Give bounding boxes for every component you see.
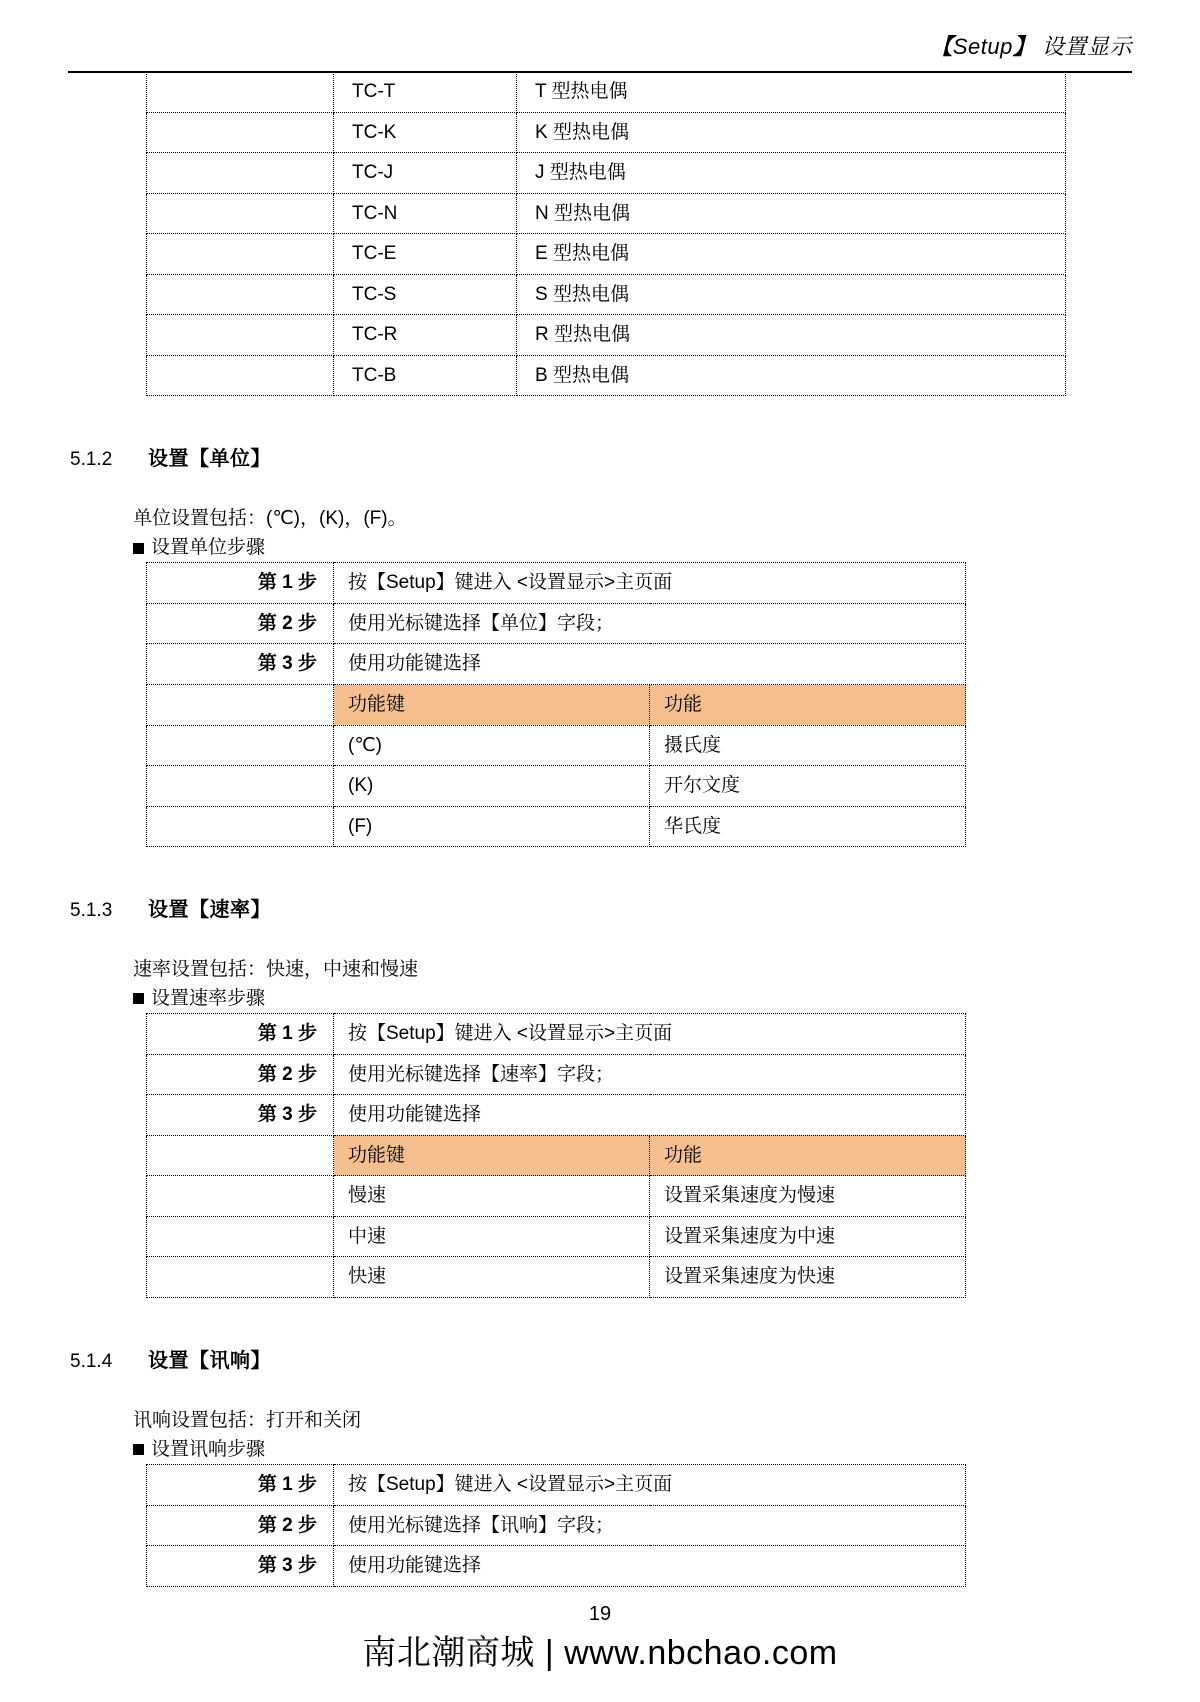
key-table-key: (K) xyxy=(334,766,650,807)
tc-row-code: TC-S xyxy=(334,274,517,315)
section-bullet-label: 设置速率步骤 xyxy=(151,987,266,1009)
table-row xyxy=(147,603,966,644)
spacer xyxy=(0,396,1200,442)
step-text: 使用光标键选择【单位】字段； xyxy=(334,603,966,644)
section-bullet xyxy=(133,1436,1200,1465)
section-title: 设置【单位】 xyxy=(148,448,271,471)
section-heading xyxy=(70,442,1200,471)
table-row xyxy=(147,1546,966,1587)
table-row xyxy=(147,563,966,604)
tc-row-blank-cell xyxy=(147,315,334,356)
step-text: 按【Setup】键进入 <设置显示>主页面 xyxy=(334,1465,966,1506)
footer-brand: 南北潮商城 | www.nbchao.com xyxy=(362,1634,838,1673)
key-table-key: (℃) xyxy=(334,725,650,766)
page-content xyxy=(0,72,1200,1633)
spacer xyxy=(0,922,1200,956)
thermocouple-type-table xyxy=(146,72,1066,396)
table-row xyxy=(147,1176,966,1217)
section-bullet-label: 设置讯响步骤 xyxy=(151,1438,266,1460)
spacer xyxy=(0,1373,1200,1407)
header-title xyxy=(930,36,1132,58)
section-heading xyxy=(70,893,1200,922)
tc-row-desc: B 型热电偶 xyxy=(517,355,1066,396)
key-table-blank-cell xyxy=(147,806,334,847)
key-table-blank-cell xyxy=(147,1176,334,1217)
key-table-function: 设置采集速度为中速 xyxy=(650,1216,966,1257)
key-table-key: (F) xyxy=(334,806,650,847)
tc-row-code: TC-B xyxy=(334,355,517,396)
section-number: 5.1.3 xyxy=(70,900,113,922)
spacer xyxy=(0,1298,1200,1344)
key-table-header-function: 功能 xyxy=(650,685,966,726)
key-table-blank-cell xyxy=(147,1257,334,1298)
tc-row-blank-cell xyxy=(147,193,334,234)
tc-row-blank-cell xyxy=(147,72,334,112)
table-row xyxy=(147,72,1066,112)
table-row xyxy=(147,1465,966,1506)
section-intro: 速率设置包括：快速，中速和慢速 xyxy=(133,959,419,981)
tc-row-blank-cell xyxy=(147,153,334,194)
bullet-square-icon xyxy=(133,1444,144,1455)
tc-row-desc: T 型热电偶 xyxy=(517,72,1066,112)
tc-row-blank-cell xyxy=(147,234,334,275)
table-row xyxy=(147,766,966,807)
table-row xyxy=(147,1135,966,1176)
header-title-setup: Setup xyxy=(952,34,1013,59)
key-table-function: 设置采集速度为快速 xyxy=(650,1257,966,1298)
tc-row-code: TC-T xyxy=(334,72,517,112)
header-title-bracket-open: 【 xyxy=(930,34,953,59)
table-row xyxy=(147,153,1066,194)
tc-row-desc: R 型热电偶 xyxy=(517,315,1066,356)
sections-root xyxy=(0,442,1200,1632)
table-row xyxy=(147,315,1066,356)
page-number: 19 xyxy=(588,1603,612,1626)
table-row xyxy=(147,1054,966,1095)
bullet-square-icon xyxy=(133,543,144,554)
tc-row-code: TC-K xyxy=(334,112,517,153)
step-text: 按【Setup】键进入 <设置显示>主页面 xyxy=(334,563,966,604)
step-label: 第 3 步 xyxy=(147,1095,334,1136)
table-row xyxy=(147,1257,966,1298)
table-row xyxy=(147,112,1066,153)
steps-table xyxy=(146,1013,966,1298)
step-text: 按【Setup】键进入 <设置显示>主页面 xyxy=(334,1014,966,1055)
step-text: 使用光标键选择【速率】字段； xyxy=(334,1054,966,1095)
document-section xyxy=(0,893,1200,1344)
tc-row-desc: J 型热电偶 xyxy=(517,153,1066,194)
header-title-chinese: 设置显示 xyxy=(1041,34,1132,59)
tc-row-blank-cell xyxy=(147,355,334,396)
key-table-blank-cell xyxy=(147,725,334,766)
key-table-function: 设置采集速度为慢速 xyxy=(650,1176,966,1217)
document-section xyxy=(0,1344,1200,1633)
table-row xyxy=(147,193,1066,234)
step-label: 第 2 步 xyxy=(147,1505,334,1546)
tc-row-desc: E 型热电偶 xyxy=(517,234,1066,275)
tc-row-code: TC-E xyxy=(334,234,517,275)
step-label: 第 2 步 xyxy=(147,1054,334,1095)
key-table-blank-cell xyxy=(147,1216,334,1257)
step-text: 使用功能键选择 xyxy=(334,1546,966,1587)
tc-row-code: TC-R xyxy=(334,315,517,356)
section-bullet-label: 设置单位步骤 xyxy=(151,536,266,558)
step-label: 第 2 步 xyxy=(147,603,334,644)
section-bullet xyxy=(133,534,1200,563)
step-label: 第 3 步 xyxy=(147,644,334,685)
tc-row-desc: N 型热电偶 xyxy=(517,193,1066,234)
table-row xyxy=(147,806,966,847)
table-row xyxy=(147,274,1066,315)
key-table-function: 摄氏度 xyxy=(650,725,966,766)
tc-row-code: TC-N xyxy=(334,193,517,234)
table-row xyxy=(147,234,1066,275)
tc-row-desc: S 型热电偶 xyxy=(517,274,1066,315)
table-row xyxy=(147,355,1066,396)
tc-row-blank-cell xyxy=(147,274,334,315)
step-label: 第 1 步 xyxy=(147,1014,334,1055)
step-label: 第 1 步 xyxy=(147,563,334,604)
section-number: 5.1.2 xyxy=(70,449,113,471)
table-row xyxy=(147,685,966,726)
header-title-bracket-close: 】 xyxy=(1012,34,1036,59)
key-table-function: 开尔文度 xyxy=(650,766,966,807)
step-label: 第 3 步 xyxy=(147,1546,334,1587)
tc-row-desc: K 型热电偶 xyxy=(517,112,1066,153)
page-footer xyxy=(0,1601,1200,1674)
section-title: 设置【速率】 xyxy=(148,899,271,922)
key-table-blank-cell xyxy=(147,1135,334,1176)
table-row xyxy=(147,1095,966,1136)
steps-table xyxy=(146,562,966,847)
key-table-key: 快速 xyxy=(334,1257,650,1298)
tc-row-blank-cell xyxy=(147,112,334,153)
key-table-header-key: 功能键 xyxy=(334,685,650,726)
step-text: 使用功能键选择 xyxy=(334,1095,966,1136)
section-intro: 讯响设置包括：打开和关闭 xyxy=(133,1410,362,1432)
key-table-blank-cell xyxy=(147,685,334,726)
spacer xyxy=(0,471,1200,505)
key-table-function: 华氏度 xyxy=(650,806,966,847)
section-heading xyxy=(70,1344,1200,1373)
section-title: 设置【讯响】 xyxy=(148,1350,271,1373)
table-row xyxy=(147,644,966,685)
section-number: 5.1.4 xyxy=(70,1351,113,1373)
key-table-header-key: 功能键 xyxy=(334,1135,650,1176)
section-intro: 单位设置包括：(℃)，(K)，(F)。 xyxy=(133,508,407,530)
key-table-header-function: 功能 xyxy=(650,1135,966,1176)
step-text: 使用光标键选择【讯响】字段； xyxy=(334,1505,966,1546)
steps-table xyxy=(146,1464,966,1587)
key-table-blank-cell xyxy=(147,766,334,807)
tc-row-code: TC-J xyxy=(334,153,517,194)
table-row xyxy=(147,725,966,766)
step-label: 第 1 步 xyxy=(147,1465,334,1506)
table-row xyxy=(147,1505,966,1546)
step-text: 使用功能键选择 xyxy=(334,644,966,685)
page-header xyxy=(68,0,1132,72)
table-row xyxy=(147,1216,966,1257)
table-row xyxy=(147,1014,966,1055)
bullet-square-icon xyxy=(133,993,144,1004)
key-table-key: 中速 xyxy=(334,1216,650,1257)
section-bullet xyxy=(133,985,1200,1014)
spacer xyxy=(0,847,1200,893)
key-table-key: 慢速 xyxy=(334,1176,650,1217)
document-section xyxy=(0,442,1200,893)
